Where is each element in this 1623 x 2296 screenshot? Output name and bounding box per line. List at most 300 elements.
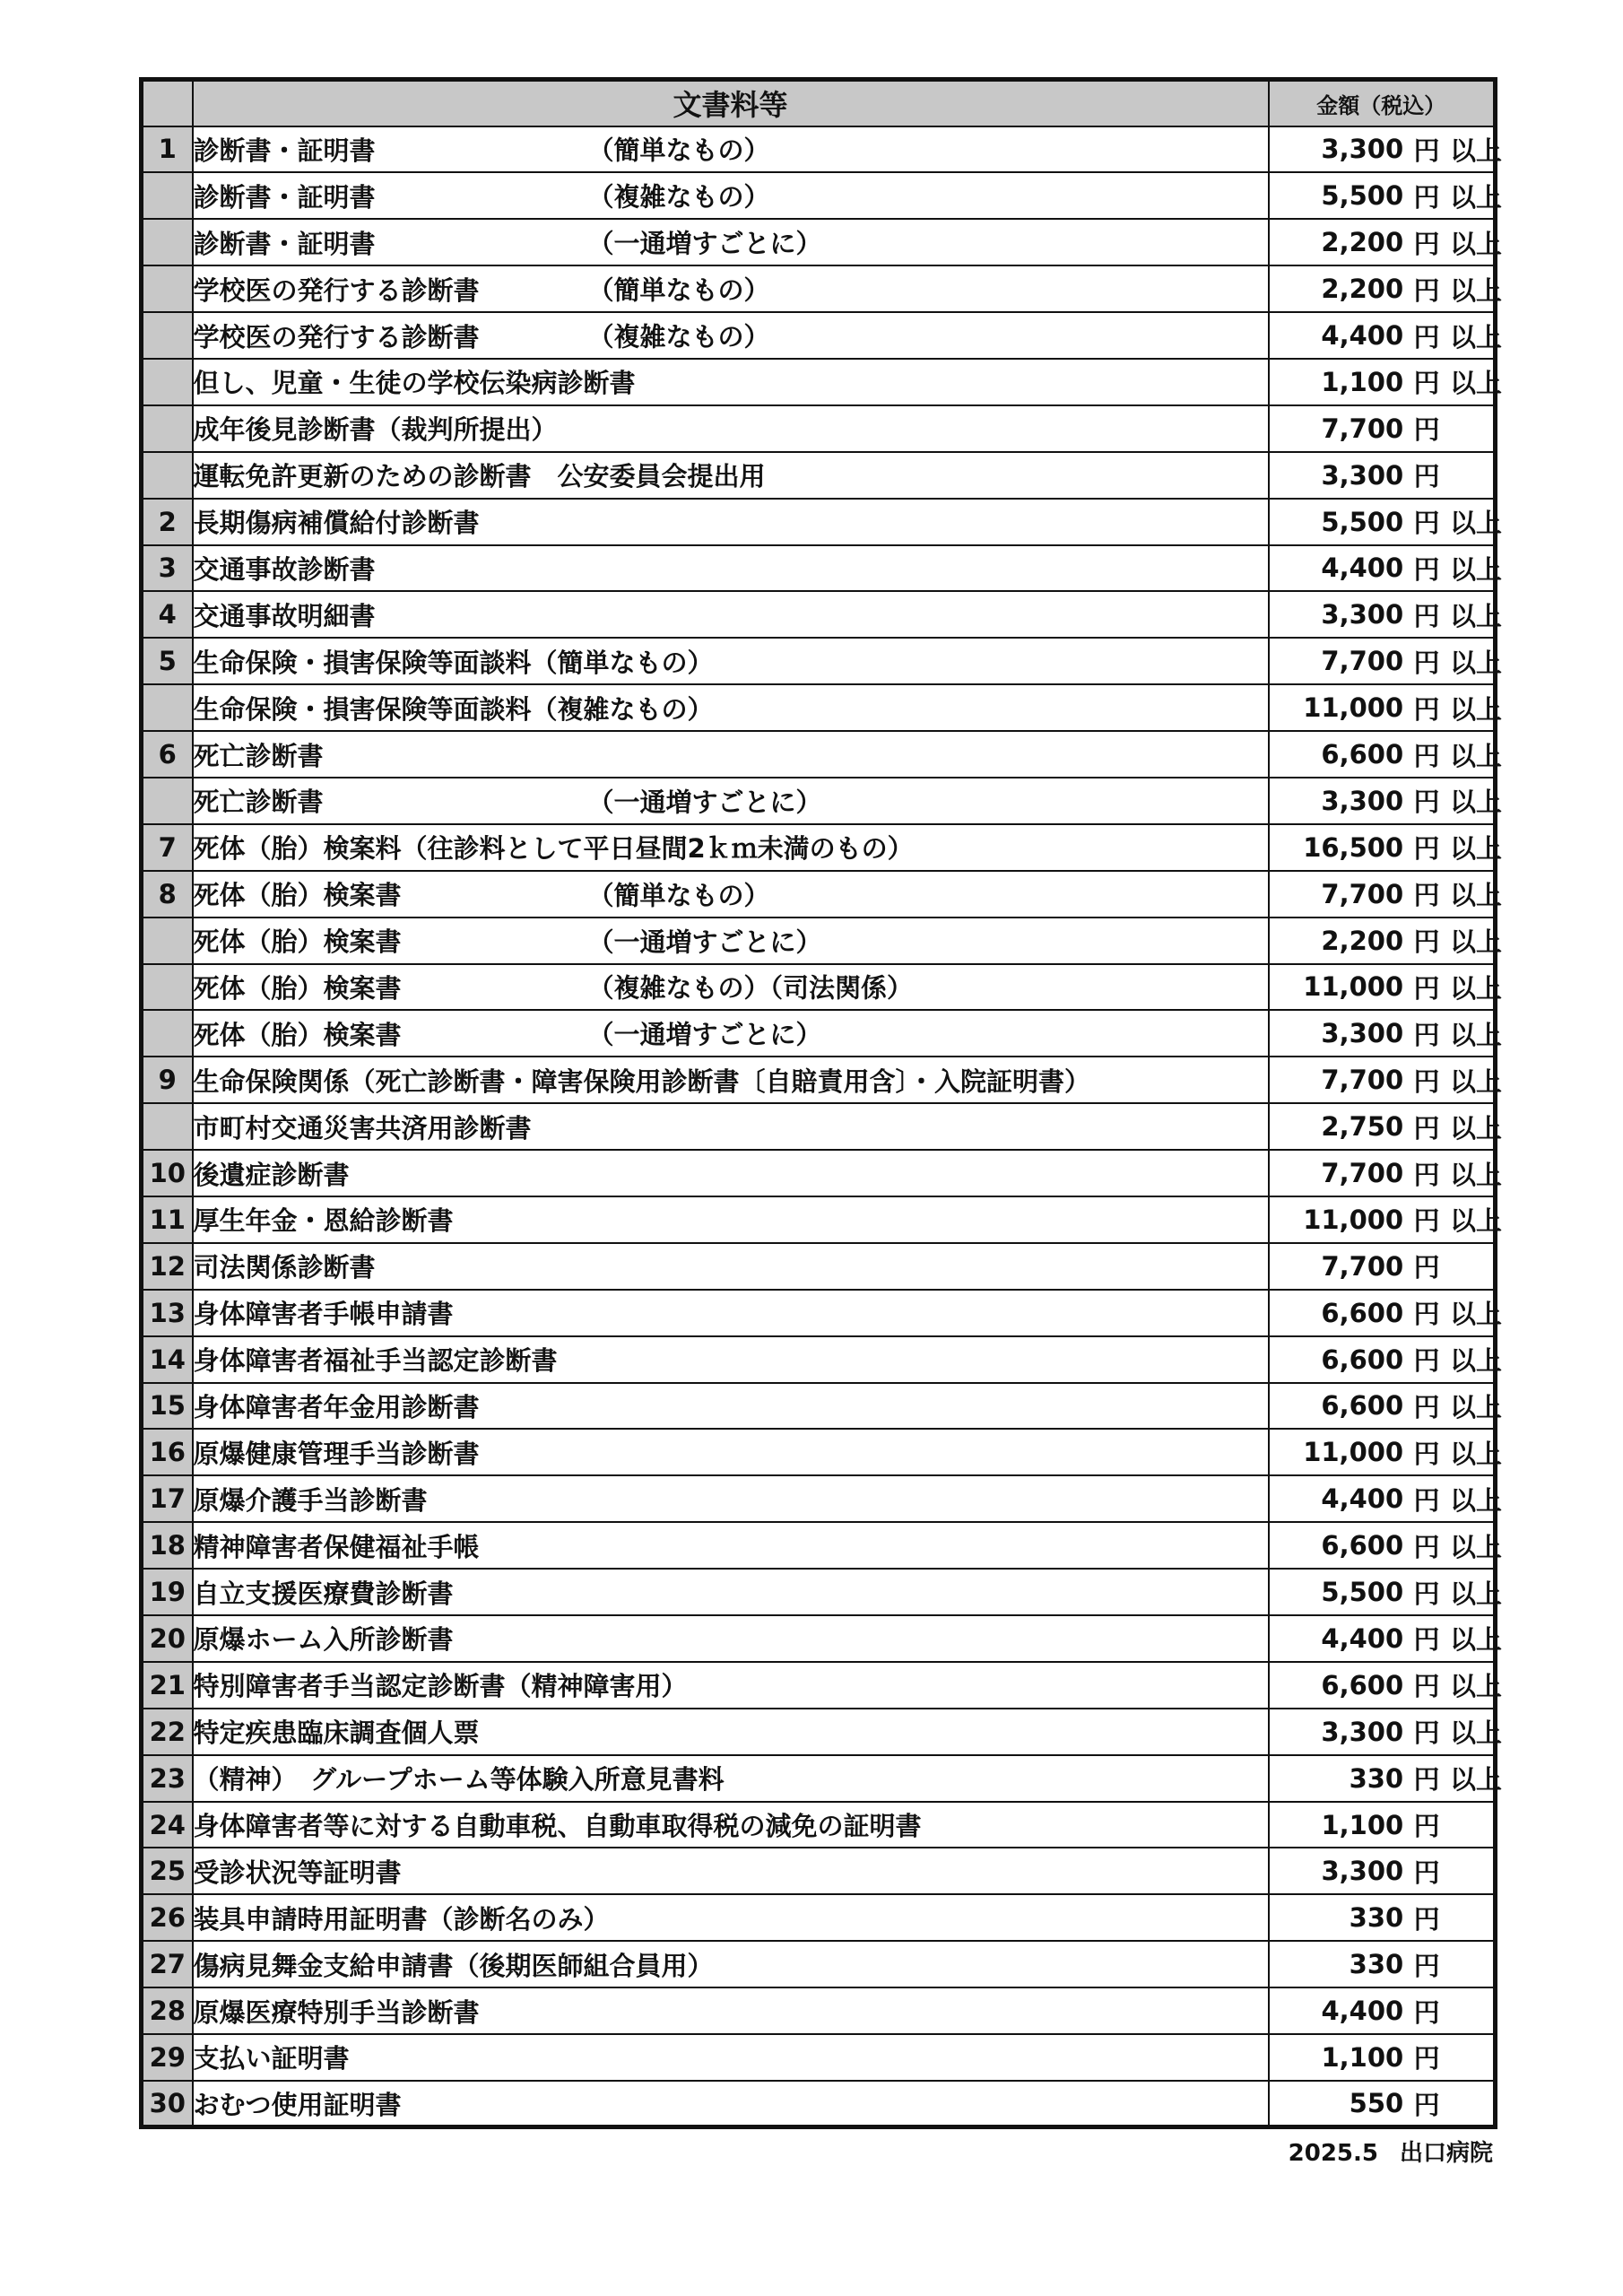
item-cell	[193, 1103, 1269, 1150]
yen-unit: 円	[1413, 461, 1440, 492]
item-name: 死体（胎）検案書	[193, 880, 402, 911]
amount-cell	[1269, 918, 1503, 964]
row-number	[142, 964, 193, 1011]
item-cell	[193, 1383, 1269, 1430]
header-amount: 金額（税込）	[1269, 80, 1496, 126]
item-cell	[193, 1615, 1269, 1662]
amount-value: 3,300	[1321, 1018, 1404, 1049]
amount-cell	[1269, 1383, 1503, 1430]
item-cell	[193, 1057, 1269, 1103]
row-number	[142, 778, 193, 824]
amount-cell	[1269, 824, 1503, 871]
row-number: 10	[142, 1150, 193, 1196]
table-row	[142, 1383, 1496, 1430]
row-number: 1	[142, 126, 193, 173]
amount-cell	[1269, 312, 1503, 359]
item-name: 市町村交通災害共済用診断書	[193, 1112, 532, 1144]
item-name: 原爆健康管理手当診断書	[193, 1438, 480, 1469]
yen-unit: 円	[1413, 1950, 1440, 1981]
yen-unit: 円	[1413, 1624, 1440, 1656]
amount-value: 6,600	[1321, 1344, 1404, 1375]
yen-unit: 円	[1413, 135, 1440, 166]
table-row	[142, 2081, 1496, 2127]
item-cell	[193, 1196, 1269, 1243]
row-number: 29	[142, 2034, 193, 2081]
item-cell	[193, 359, 1269, 405]
table-row	[142, 1615, 1496, 1662]
header-item: 文書料等	[193, 80, 1269, 126]
ijou-suffix: 以上	[1450, 553, 1503, 585]
row-number: 2	[142, 499, 193, 545]
yen-unit: 円	[1413, 926, 1440, 958]
row-number: 20	[142, 1615, 193, 1662]
item-name: 死体（胎）検案書	[193, 972, 402, 1004]
item-cell	[193, 1662, 1269, 1709]
amount-cell	[1269, 1243, 1496, 1290]
yen-unit: 円	[1413, 1205, 1440, 1237]
amount-value: 330	[1349, 1902, 1404, 1934]
item-cell	[193, 1290, 1269, 1336]
yen-unit: 円	[1413, 228, 1440, 259]
yen-unit: 円	[1413, 368, 1440, 399]
item-name: 死亡診断書	[193, 787, 324, 818]
table-row	[142, 1150, 1496, 1196]
item-cell	[193, 1987, 1269, 2034]
yen-unit: 円	[1413, 740, 1440, 771]
item-name: 死体（胎）検案書	[193, 1019, 402, 1050]
table-row	[142, 312, 1496, 359]
amount-cell	[1269, 1848, 1496, 1894]
ijou-suffix: 以上	[1450, 1345, 1503, 1377]
amount-value: 7,700	[1321, 1250, 1404, 1282]
item-cell	[193, 545, 1269, 592]
row-number: 17	[142, 1475, 193, 1522]
amount-cell	[1269, 778, 1503, 824]
row-number: 13	[142, 1290, 193, 1336]
item-name: 厚生年金・恩給診断書	[193, 1205, 454, 1237]
row-number: 27	[142, 1941, 193, 1987]
yen-unit: 円	[1413, 1019, 1440, 1050]
yen-unit: 円	[1413, 1671, 1440, 1702]
item-name: 精神障害者保健福祉手帳	[193, 1531, 480, 1562]
ijou-suffix: 以上	[1450, 1019, 1503, 1050]
row-number	[142, 265, 193, 312]
item-name: 特定疾患臨床調査個人票	[193, 1718, 480, 1749]
table-row	[142, 1569, 1496, 1615]
amount-value: 3,300	[1321, 599, 1404, 631]
amount-value: 330	[1349, 1949, 1404, 1980]
item-note: （複雑なもの）	[587, 321, 770, 352]
item-name: 死亡診断書	[193, 740, 324, 771]
row-number: 24	[142, 1802, 193, 1848]
table-row	[142, 684, 1496, 731]
amount-cell	[1269, 2034, 1496, 2081]
row-number	[142, 405, 193, 452]
row-number: 11	[142, 1196, 193, 1243]
table-row	[142, 359, 1496, 405]
ijou-suffix: 以上	[1450, 1578, 1503, 1609]
amount-cell	[1269, 172, 1503, 219]
footer-hospital: 出口病院	[1399, 2140, 1493, 2167]
amount-cell	[1269, 1662, 1503, 1709]
ijou-suffix: 以上	[1450, 647, 1503, 678]
amount-cell	[1269, 731, 1503, 778]
amount-cell	[1269, 1755, 1503, 1802]
row-number: 22	[142, 1709, 193, 1755]
ijou-suffix: 以上	[1450, 1484, 1503, 1516]
table-row	[142, 452, 1496, 499]
row-number: 21	[142, 1662, 193, 1709]
amount-cell	[1269, 1290, 1503, 1336]
row-number: 19	[142, 1569, 193, 1615]
table-row	[142, 545, 1496, 592]
table-row	[142, 265, 1496, 312]
amount-value: 7,700	[1321, 413, 1404, 444]
table-row	[142, 1243, 1496, 1290]
item-note: （一通増すごとに）	[587, 1019, 822, 1050]
item-cell	[193, 405, 1269, 452]
yen-unit: 円	[1413, 600, 1440, 631]
yen-unit: 円	[1413, 1065, 1440, 1097]
item-note: （一通増すごとに）	[587, 787, 822, 818]
ijou-suffix: 以上	[1450, 1299, 1503, 1330]
item-cell	[193, 1709, 1269, 1755]
amount-value: 11,000	[1303, 1204, 1404, 1235]
amount-cell	[1269, 1057, 1503, 1103]
amount-cell	[1269, 265, 1503, 312]
table-row	[142, 1848, 1496, 1894]
yen-unit: 円	[1413, 2089, 1440, 2120]
item-name: 生命保険・損害保険等面談料（複雑なもの）	[193, 693, 714, 725]
row-number: 26	[142, 1894, 193, 1941]
ijou-suffix: 以上	[1450, 972, 1503, 1004]
row-number: 18	[142, 1522, 193, 1569]
yen-unit: 円	[1413, 647, 1440, 678]
yen-unit: 円	[1413, 1764, 1440, 1796]
item-name: 死体（胎）検案書	[193, 926, 402, 958]
amount-value: 6,600	[1321, 739, 1404, 770]
row-number: 25	[142, 1848, 193, 1894]
row-number: 6	[142, 731, 193, 778]
item-cell	[193, 824, 1269, 871]
item-cell	[193, 2034, 1269, 2081]
amount-value: 2,200	[1321, 925, 1404, 956]
table-row	[142, 1475, 1496, 1522]
ijou-suffix: 以上	[1450, 274, 1503, 306]
row-number: 16	[142, 1429, 193, 1475]
row-number	[142, 359, 193, 405]
amount-cell	[1269, 545, 1503, 592]
table-row	[142, 1290, 1496, 1336]
yen-unit: 円	[1413, 1159, 1440, 1190]
amount-value: 4,400	[1321, 1622, 1404, 1654]
table-row	[142, 2034, 1496, 2081]
item-note: （簡単なもの）	[587, 274, 770, 306]
amount-value: 6,600	[1321, 1297, 1404, 1328]
item-cell	[193, 684, 1269, 731]
table-row	[142, 1802, 1496, 1848]
ijou-suffix: 以上	[1450, 1718, 1503, 1749]
table-row	[142, 1941, 1496, 1987]
ijou-suffix: 以上	[1450, 1764, 1503, 1796]
table-row	[142, 1103, 1496, 1150]
item-name: 死体（胎）検案料（往診料として平日昼間2ｋｍ未満のもの）	[193, 833, 914, 865]
ijou-suffix: 以上	[1450, 1671, 1503, 1702]
row-number: 7	[142, 824, 193, 871]
item-name: 交通事故明細書	[193, 600, 376, 631]
amount-value: 7,700	[1321, 878, 1404, 909]
yen-unit: 円	[1413, 693, 1440, 725]
amount-value: 1,100	[1321, 2041, 1404, 2073]
item-name: 診断書・証明書	[193, 181, 376, 213]
yen-unit: 円	[1413, 414, 1440, 446]
yen-unit: 円	[1413, 1484, 1440, 1516]
table-row	[142, 824, 1496, 871]
ijou-suffix: 以上	[1450, 926, 1503, 958]
ijou-suffix: 以上	[1450, 181, 1503, 213]
table-row	[142, 1429, 1496, 1475]
item-name: 生命保険関係（死亡診断書・障害保険用診断書〔自賠責用含〕・入院証明書）	[193, 1065, 1091, 1097]
amount-value: 5,500	[1321, 180, 1404, 212]
item-cell	[193, 2081, 1269, 2127]
yen-unit: 円	[1413, 508, 1440, 539]
ijou-suffix: 以上	[1450, 600, 1503, 631]
item-cell	[193, 871, 1269, 918]
row-number	[142, 312, 193, 359]
amount-value: 6,600	[1321, 1669, 1404, 1700]
amount-cell	[1269, 1429, 1503, 1475]
item-cell	[193, 964, 1269, 1011]
item-name: 運転免許更新のための診断書 公安委員会提出用	[193, 461, 766, 492]
ijou-suffix: 以上	[1450, 1065, 1503, 1097]
amount-value: 5,500	[1321, 1577, 1404, 1608]
table-row	[142, 591, 1496, 638]
header-number-cell	[142, 80, 193, 126]
yen-unit: 円	[1413, 787, 1440, 818]
item-name: 支払い証明書	[193, 2043, 350, 2074]
table-row	[142, 1522, 1496, 1569]
amount-cell	[1269, 452, 1496, 499]
item-cell	[193, 731, 1269, 778]
item-cell	[193, 1475, 1269, 1522]
ijou-suffix: 以上	[1450, 1159, 1503, 1190]
item-name: 成年後見診断書（裁判所提出）	[193, 414, 558, 446]
yen-unit: 円	[1413, 972, 1440, 1004]
row-number: 5	[142, 638, 193, 684]
item-name: （精神） グループホーム等体験入所意見書料	[193, 1764, 725, 1796]
item-note: （一通増すごとに）	[587, 228, 822, 259]
table-row	[142, 1057, 1496, 1103]
amount-value: 2,200	[1321, 274, 1404, 305]
yen-unit: 円	[1413, 2043, 1440, 2074]
amount-cell	[1269, 1522, 1503, 1569]
fee-table-body	[142, 126, 1503, 2127]
ijou-suffix: 以上	[1450, 787, 1503, 818]
yen-unit: 円	[1413, 1531, 1440, 1562]
item-name: 自立支援医療費診断書	[193, 1578, 454, 1609]
ijou-suffix: 以上	[1450, 1438, 1503, 1469]
item-note: （簡単なもの）	[587, 135, 770, 166]
yen-unit: 円	[1413, 1996, 1440, 2028]
item-name: 長期傷病補償給付診断書	[193, 508, 480, 539]
ijou-suffix: 以上	[1450, 693, 1503, 725]
amount-cell	[1269, 126, 1503, 173]
item-name: 特別障害者手当認定診断書（精神障害用）	[193, 1671, 688, 1702]
yen-unit: 円	[1413, 1345, 1440, 1377]
amount-value: 4,400	[1321, 320, 1404, 351]
amount-cell	[1269, 1103, 1503, 1150]
fee-table	[139, 77, 1503, 2129]
table-row	[142, 1987, 1496, 2034]
table-row	[142, 1755, 1496, 1802]
item-name: 原爆介護手当診断書	[193, 1484, 428, 1516]
amount-cell	[1269, 405, 1496, 452]
table-row	[142, 219, 1496, 265]
ijou-suffix: 以上	[1450, 880, 1503, 911]
item-cell	[193, 312, 1269, 359]
ijou-suffix: 以上	[1450, 1624, 1503, 1656]
item-note: （簡単なもの）	[587, 880, 770, 911]
item-name: 後遺症診断書	[193, 1159, 350, 1190]
row-number: 3	[142, 545, 193, 592]
footer-date: 2025.5	[1288, 2140, 1378, 2167]
item-note: （一通増すごとに）	[587, 926, 822, 958]
table-row	[142, 731, 1496, 778]
amount-cell	[1269, 1475, 1503, 1522]
ijou-suffix: 以上	[1450, 740, 1503, 771]
ijou-suffix: 以上	[1450, 135, 1503, 166]
amount-cell	[1269, 1336, 1503, 1383]
amount-cell	[1269, 684, 1503, 731]
amount-cell	[1269, 1709, 1503, 1755]
item-name: 交通事故診断書	[193, 553, 376, 585]
table-row	[142, 1894, 1496, 1941]
item-cell	[193, 1336, 1269, 1383]
table-row	[142, 172, 1496, 219]
amount-cell	[1269, 638, 1503, 684]
amount-value: 3,300	[1321, 1856, 1404, 1887]
row-number: 30	[142, 2081, 193, 2127]
table-row	[142, 499, 1496, 545]
row-number: 8	[142, 871, 193, 918]
row-number	[142, 918, 193, 964]
amount-value: 7,700	[1321, 1158, 1404, 1189]
amount-cell	[1269, 499, 1503, 545]
amount-cell	[1269, 1802, 1496, 1848]
amount-value: 6,600	[1321, 1530, 1404, 1561]
item-cell	[193, 1243, 1269, 1290]
amount-cell	[1269, 1615, 1503, 1662]
ijou-suffix: 以上	[1450, 833, 1503, 865]
amount-value: 3,300	[1321, 134, 1404, 165]
amount-value: 330	[1349, 1762, 1404, 1794]
item-name: 診断書・証明書	[193, 135, 376, 166]
amount-value: 11,000	[1303, 692, 1404, 724]
table-row	[142, 918, 1496, 964]
yen-unit: 円	[1413, 1857, 1440, 1888]
table-row	[142, 1662, 1496, 1709]
row-number	[142, 172, 193, 219]
table-row	[142, 638, 1496, 684]
item-cell	[193, 1522, 1269, 1569]
ijou-suffix: 以上	[1450, 1112, 1503, 1144]
item-cell	[193, 1848, 1269, 1894]
table-row	[142, 1196, 1496, 1243]
ijou-suffix: 以上	[1450, 321, 1503, 352]
item-name: 生命保険・損害保険等面談料（簡単なもの）	[193, 647, 714, 678]
amount-value: 3,300	[1321, 785, 1404, 816]
yen-unit: 円	[1413, 321, 1440, 352]
ijou-suffix: 以上	[1450, 1205, 1503, 1237]
item-cell	[193, 918, 1269, 964]
yen-unit: 円	[1413, 1718, 1440, 1749]
item-cell	[193, 172, 1269, 219]
item-cell	[193, 591, 1269, 638]
row-number	[142, 684, 193, 731]
item-name: 原爆医療特別手当診断書	[193, 1996, 480, 2028]
amount-cell	[1269, 871, 1503, 918]
item-cell	[193, 1802, 1269, 1848]
row-number	[142, 1010, 193, 1057]
table-row	[142, 964, 1496, 1011]
item-cell	[193, 126, 1269, 173]
item-name: 受診状況等証明書	[193, 1857, 402, 1888]
amount-value: 16,500	[1303, 831, 1404, 863]
row-number: 15	[142, 1383, 193, 1430]
footer	[1267, 2135, 1493, 2168]
row-number	[142, 1103, 193, 1150]
item-name: 司法関係診断書	[193, 1252, 376, 1283]
table-row	[142, 405, 1496, 452]
item-name: 装具申請時用証明書（診断名のみ）	[193, 1903, 610, 1935]
ijou-suffix: 以上	[1450, 508, 1503, 539]
item-cell	[193, 452, 1269, 499]
amount-value: 3,300	[1321, 459, 1404, 491]
item-name: 学校医の発行する診断書	[193, 321, 480, 352]
item-cell	[193, 1755, 1269, 1802]
item-name: 診断書・証明書	[193, 228, 376, 259]
table-row	[142, 126, 1496, 173]
amount-cell	[1269, 1569, 1503, 1615]
yen-unit: 円	[1413, 1578, 1440, 1609]
amount-value: 11,000	[1303, 971, 1404, 1003]
yen-unit: 円	[1413, 880, 1440, 911]
yen-unit: 円	[1413, 1811, 1440, 1841]
table-row	[142, 1010, 1496, 1057]
amount-cell	[1269, 1894, 1496, 1941]
row-number: 12	[142, 1243, 193, 1290]
amount-value: 1,100	[1321, 366, 1404, 397]
ijou-suffix: 以上	[1450, 228, 1503, 259]
amount-value: 6,600	[1321, 1390, 1404, 1422]
item-name: おむつ使用証明書	[193, 2089, 402, 2120]
row-number	[142, 219, 193, 265]
amount-cell	[1269, 219, 1503, 265]
amount-cell	[1269, 964, 1503, 1011]
amount-value: 4,400	[1321, 552, 1404, 584]
item-cell	[193, 1429, 1269, 1475]
item-cell	[193, 219, 1269, 265]
amount-value: 5,500	[1321, 506, 1404, 537]
ijou-suffix: 以上	[1450, 368, 1503, 399]
amount-value: 4,400	[1321, 1483, 1404, 1515]
item-name: 身体障害者等に対する自動車税、自動車取得税の減免の証明書	[193, 1811, 922, 1841]
yen-unit: 円	[1413, 1252, 1440, 1283]
item-cell	[193, 1150, 1269, 1196]
yen-unit: 円	[1413, 274, 1440, 306]
item-cell	[193, 778, 1269, 824]
amount-value: 550	[1349, 2088, 1404, 2119]
